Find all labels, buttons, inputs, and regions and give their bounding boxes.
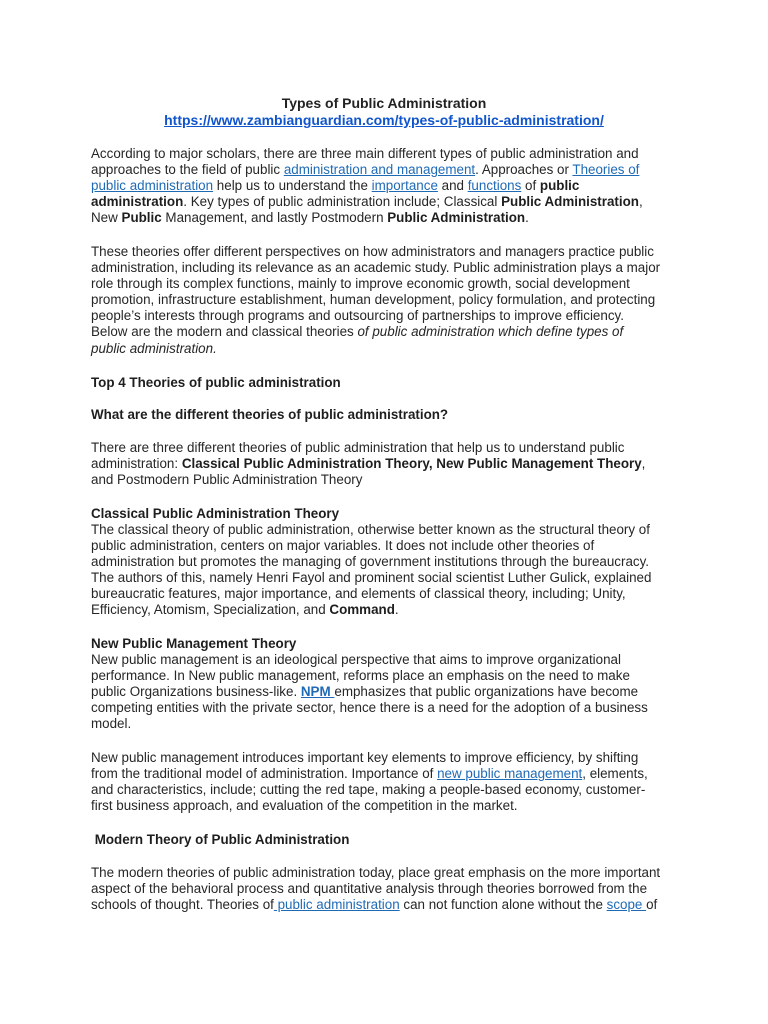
- npm-line-3: public Organizations business-like. NPM emphasizes that public organizations have become: [91, 684, 639, 700]
- npm-elements-line-1: New public management introduces important key elements to improve efficiency, by shifting: [91, 750, 639, 765]
- classical-line-6: Efficiency, Atomism, Specialization, and Command.: [91, 602, 399, 618]
- public-administration-link[interactable]: public administration: [91, 178, 214, 194]
- classical-theory-paragraph: [91, 522, 691, 619]
- theories-line-4: promotion, infrastructure establishment, human development, policy formulation, and protecting: [91, 292, 656, 308]
- source-url-link[interactable]: https://www.zambianguardian.com/types-of-public-administration/: [164, 112, 604, 128]
- top4-heading: Top 4 Theories of public administration: [91, 375, 341, 390]
- intro-paragraph: [91, 146, 691, 226]
- document-title: Types of Public Administration: [281, 95, 487, 111]
- theories-line-1: These theories offer different perspectives on how administrators and managers practice public: [91, 244, 654, 259]
- npm-line-1: New public management is an ideological perspective that aims to improve organizational: [91, 652, 621, 667]
- npm-theory-heading: New Public Management Theory: [91, 636, 297, 651]
- three-theories-line-1: There are three different theories of public administration that help us to understand public: [91, 440, 625, 455]
- classical-line-1: The classical theory of public administration, otherwise better known as the structural theory of: [91, 522, 650, 537]
- classical-line-4: The authors of this, namely Henri Fayol and prominent social scientist Luther Gulick, explained: [91, 570, 652, 586]
- modern-line-2: aspect of the behavioral process and quantitative analysis through theories borrowed from the: [91, 881, 648, 897]
- npm-elements-line-2: from the traditional model of administration. Importance of new public management, elements,: [91, 766, 648, 782]
- theories-paragraph: [91, 244, 691, 357]
- classical-line-2: public administration, centers on major variables. It does not include other theories of: [91, 538, 595, 554]
- intro-line-3: public administration help us to understand the importance and functions of public: [91, 178, 580, 194]
- intro-line-1: According to major scholars, there are three main different types of public administration and: [91, 146, 639, 161]
- theories-line-6: Below are the modern and classical theories of public administration which define types of: [91, 324, 624, 340]
- importance-link[interactable]: importance: [371, 178, 438, 194]
- intro-line-2: approaches to the field of public administration and management. Approaches or Theories of: [91, 162, 640, 178]
- npm-elements-paragraph: [91, 750, 691, 814]
- modern-theory-heading: Modern Theory of Public Administration: [91, 832, 350, 847]
- three-theories-paragraph: [91, 440, 691, 488]
- modern-line-1: The modern theories of public administration today, place great emphasis on the more important: [91, 865, 661, 880]
- theories-line-3: role through its complex functions, mainly to improve economic growth, social development: [91, 276, 630, 292]
- new-public-management-link[interactable]: new public management: [437, 766, 583, 782]
- npm-paragraph: [91, 652, 691, 732]
- different-theories-heading: What are the different theories of public administration?: [91, 407, 449, 422]
- npm-link[interactable]: NPM: [300, 684, 335, 700]
- theories-line-5: people’s interests through programs and outsourcing of partnerships to improve efficiency.: [91, 308, 624, 324]
- theories-line-7: public administration.: [91, 340, 217, 356]
- theories-line-2: administration, including its relevance as an academic study. Public administration plays a major: [91, 260, 661, 276]
- public-administration-link-2[interactable]: public administration: [273, 897, 400, 913]
- modern-line-3: schools of thought. Theories of public administration can not function alone without the scope of: [91, 897, 658, 913]
- npm-line-4: competing entities with the private sector, hence there is a need for the adoption of a business: [91, 700, 648, 716]
- three-theories-line-2: administration: Classical Public Administration Theory, New Public Management Theory,: [91, 456, 646, 472]
- classical-theory-heading: Classical Public Administration Theory: [91, 506, 340, 521]
- scope-link[interactable]: scope: [606, 897, 647, 913]
- administration-and-management-link[interactable]: administration and management: [283, 162, 476, 178]
- modern-theory-paragraph: [91, 865, 691, 913]
- npm-elements-line-4: first business approach, and evaluation of the competition in the market.: [91, 798, 518, 814]
- classical-line-5: bureaucratic features, major importance, and elements of classical theory, including; Unity,: [91, 586, 626, 602]
- functions-link[interactable]: functions: [467, 178, 522, 194]
- three-theories-line-3: and Postmodern Public Administration Theory: [91, 472, 363, 488]
- npm-line-2: performance. In New public management, reforms place an emphasis on the need to make: [91, 668, 630, 684]
- intro-line-5: New Public Management, and lastly Postmodern Public Administration.: [91, 210, 529, 226]
- npm-line-5: model.: [91, 716, 132, 732]
- theories-of-link[interactable]: Theories of: [572, 162, 640, 178]
- intro-line-4: administration. Key types of public administration include; Classical Public Administration,: [91, 194, 643, 210]
- classical-line-3: administration but promotes the managing of government institutions through the bureaucracy.: [91, 554, 650, 570]
- npm-elements-line-3: and characteristics, include; cutting the red tape, making a people-based economy, customer-: [91, 782, 646, 798]
